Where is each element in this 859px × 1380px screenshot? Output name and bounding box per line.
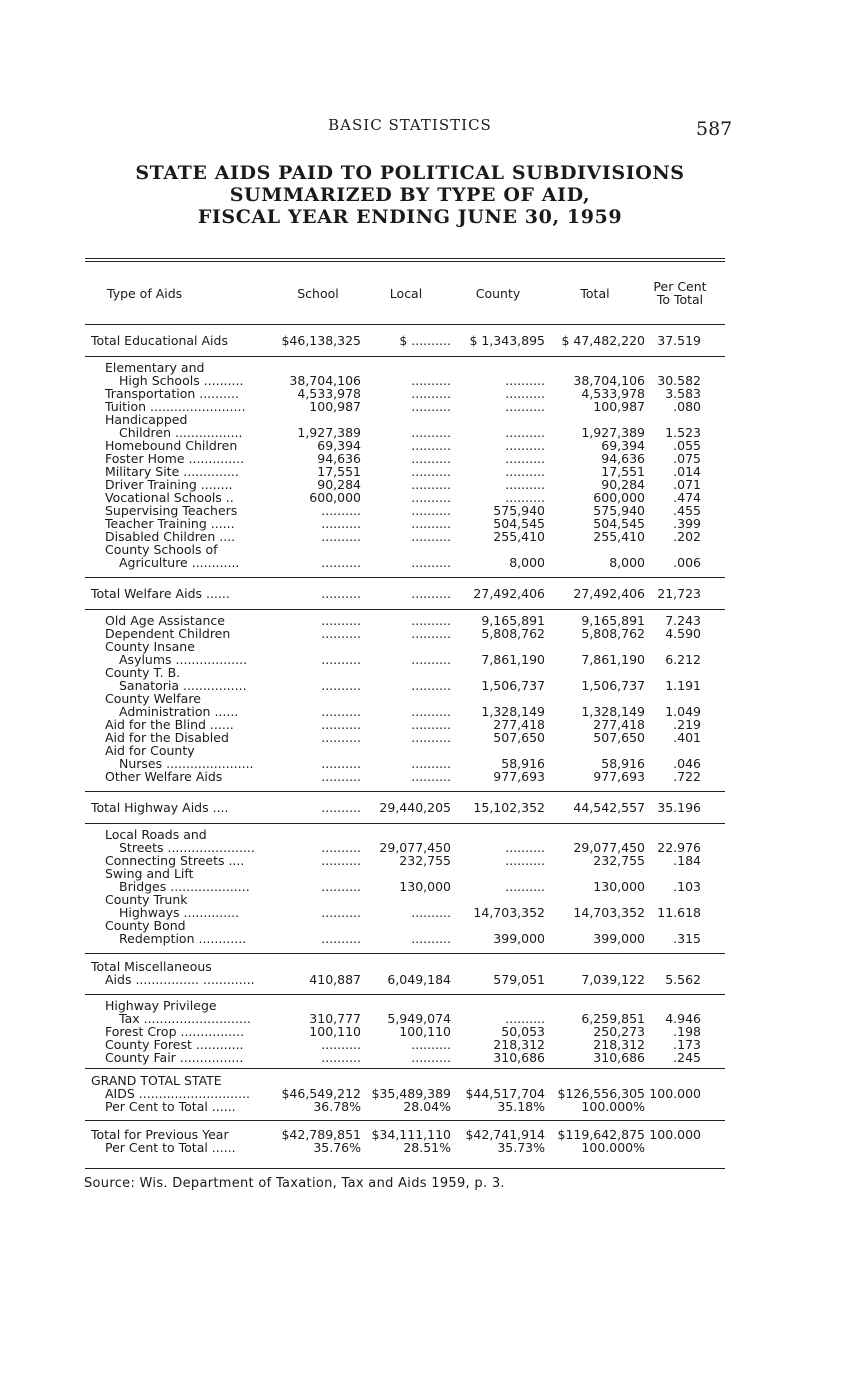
row-label: Administration ...... [119,704,239,719]
cell-local: .......... [411,451,451,466]
cell-school: .......... [321,626,361,641]
cell-school: .......... [321,503,361,518]
cell-total: $119,642,875 [557,1127,645,1142]
cell-local: 6,049,184 [387,972,451,987]
cell-percent: .103 [673,879,701,894]
cell-county: .......... [505,438,545,453]
column-header-row [85,262,725,324]
cell-county: 507,650 [493,730,545,745]
cell-county: 277,418 [493,717,545,732]
cell-local: .......... [411,555,451,570]
row-label: County Welfare [105,691,201,706]
cell-school: $46,138,325 [281,333,361,348]
row-label: Children ................. [119,425,243,440]
cell-school: .......... [321,840,361,855]
row-label: Redemption ............ [119,931,247,946]
row-label: Teacher Training ...... [105,516,235,531]
row-label: Elementary and [105,360,205,375]
cell-local: .......... [411,438,451,453]
cell-county: 504,545 [493,516,545,531]
cell-school: 600,000 [309,490,361,505]
row-label: Transportation .......... [105,386,239,401]
cell-school: .......... [321,1050,361,1065]
row-label: AIDS ............................ [105,1086,251,1101]
table-row [85,770,725,783]
cell-county: .......... [505,490,545,505]
row-label: Total Educational Aids [91,333,228,348]
col-header-total: Total [580,285,610,301]
cell-school: .......... [321,652,361,667]
cell-total: 310,686 [593,1050,645,1065]
cell-total: 100,987 [593,399,645,414]
row-label: Sanatoria ................ [119,678,247,693]
cell-percent: .075 [673,451,701,466]
cell-total: 14,703,352 [573,905,645,920]
cell-percent: .173 [673,1037,701,1052]
cell-county: 310,686 [493,1050,545,1065]
section-total-row [85,325,725,356]
row-label: Handicapped [105,412,188,427]
bottom-rule [85,1168,725,1169]
cell-local: 100,110 [399,1024,451,1039]
cell-school: .......... [321,613,361,628]
cell-percent: .202 [673,529,701,544]
cell-total: 17,551 [601,464,645,479]
grand-total-percent-row [85,1100,725,1120]
cell-percent: .080 [673,399,701,414]
cell-county: $ 1,343,895 [469,333,545,348]
table-title [60,162,760,228]
cell-school: .......... [321,905,361,920]
row-label: Swing and Lift [105,866,194,881]
aids-table [85,258,725,1169]
table-row [85,653,725,666]
cell-percent: 1.191 [665,678,701,693]
section-total-row [85,578,725,609]
col-header-percent-line2: To Total [656,292,704,307]
table-row [85,556,725,569]
cell-total: 9,165,891 [581,613,645,628]
title-line: STATE AIDS PAID TO POLITICAL SUBDIVISIONS [135,162,685,184]
cell-total: 90,284 [601,477,645,492]
cell-percent: .401 [673,730,701,745]
cell-county: 255,410 [493,529,545,544]
cell-school: 410,887 [309,972,361,987]
cell-total: 7,861,190 [581,652,645,667]
row-label: Per Cent to Total ...... [105,1140,236,1155]
cell-total: 94,636 [601,451,645,466]
row-label: Forest Crop ................ [105,1024,245,1039]
cell-county: .......... [505,853,545,868]
row-label: Aid for the Blind ...... [105,717,234,732]
row-label: County T. B. [105,665,181,680]
cell-total: 1,506,737 [581,678,645,693]
row-label: Total for Previous Year [91,1127,229,1142]
cell-school: .......... [321,800,361,815]
cell-percent: .722 [673,769,701,784]
cell-local: $ .......... [399,333,451,348]
cell-school: .......... [321,853,361,868]
cell-school: 4,533,978 [297,386,361,401]
cell-total: 600,000 [593,490,645,505]
misc-total-label-row [85,954,725,973]
cell-total: 1,328,149 [581,704,645,719]
cell-total: 575,940 [593,503,645,518]
running-head: BASIC STATISTICS [328,116,492,134]
cell-percent: .046 [673,756,701,771]
cell-total: 27,492,406 [573,586,645,601]
row-label: Per Cent to Total ...... [105,1099,236,1114]
cell-percent: 35.196 [657,800,701,815]
cell-total: 255,410 [593,529,645,544]
row-label: Highway Privilege [105,998,217,1013]
cell-county: .......... [505,386,545,401]
row-label: Foster Home .............. [105,451,245,466]
table-row [85,932,725,945]
col-header-county: County [475,285,521,301]
cell-county: 50,053 [501,1024,545,1039]
row-label: Agriculture ............ [119,555,240,570]
cell-local: 5,949,074 [387,1011,451,1026]
cell-local: .......... [411,503,451,518]
cell-county: 7,861,190 [481,652,545,667]
highway-items [85,828,725,945]
row-label: Other Welfare Aids [105,769,223,784]
cell-local: .......... [411,931,451,946]
cell-percent: 4.946 [665,1011,701,1026]
title-line: SUMMARIZED BY TYPE OF AID, [229,184,591,206]
cell-total: 277,418 [593,717,645,732]
row-label: Dependent Children [105,626,231,641]
row-label: Nurses ...................... [119,756,254,771]
source-note: Source: Wis. Department of Taxation, Tax and Aids 1959, p. 3. [84,1176,505,1191]
row-label: Streets ...................... [119,840,255,855]
cell-total: 38,704,106 [573,373,645,388]
cell-total: $126,556,305 [557,1086,645,1101]
row-label: Vocational Schools .. [105,490,234,505]
cell-percent: .315 [673,931,701,946]
page-number: 587 [696,118,733,140]
cell-local: $35,489,389 [371,1086,451,1101]
cell-percent: 11.618 [657,905,701,920]
cell-county: .......... [505,477,545,492]
educational-items [85,361,725,569]
cell-county: .......... [505,451,545,466]
row-label: Disabled Children .... [105,529,236,544]
cell-percent: .399 [673,516,701,531]
cell-local: .......... [411,678,451,693]
cell-total: 977,693 [593,769,645,784]
row-label: Supervising Teachers [105,503,238,518]
row-label: Homebound Children [105,438,238,453]
cell-local: .......... [411,586,451,601]
cell-percent: .474 [673,490,701,505]
cell-percent: 30.582 [657,373,701,388]
cell-percent: 6.212 [665,652,701,667]
welfare-items [85,614,725,783]
cell-county: 27,492,406 [473,586,545,601]
row-label: GRAND TOTAL STATE [91,1073,222,1088]
row-label: Tuition ........................ [105,399,246,414]
row-label: Connecting Streets .... [105,853,245,868]
cell-school: 94,636 [317,451,361,466]
cell-school: 310,777 [309,1011,361,1026]
cell-percent: 7.243 [665,613,701,628]
cell-total: 5,808,762 [581,626,645,641]
cell-local: .......... [411,704,451,719]
cell-total: 8,000 [609,555,645,570]
cell-county: .......... [505,879,545,894]
cell-school: 69,394 [317,438,361,453]
cell-county: 218,312 [493,1037,545,1052]
cell-total: 504,545 [593,516,645,531]
cell-total: 44,542,557 [573,800,645,815]
cell-county: .......... [505,425,545,440]
cell-total: 4,533,978 [581,386,645,401]
cell-school: .......... [321,1037,361,1052]
cell-local: .......... [411,490,451,505]
previous-year-percent-row [85,1141,725,1168]
row-label: County Trunk [105,892,188,907]
row-label: Local Roads and [105,827,207,842]
row-label: Total Highway Aids .... [91,800,229,815]
cell-percent: .014 [673,464,701,479]
row-label: County Bond [105,918,186,933]
cell-county: 15,102,352 [473,800,545,815]
cell-percent: 100.000 [649,1127,701,1142]
cell-local: .......... [411,425,451,440]
cell-school: 36.78% [313,1099,361,1114]
row-label: County Fair ................ [105,1050,244,1065]
title-line: FISCAL YEAR ENDING JUNE 30, 1959 [197,206,623,228]
row-label: High Schools .......... [119,373,244,388]
cell-county: $42,741,914 [465,1127,545,1142]
cell-local: .......... [411,386,451,401]
cell-school: .......... [321,586,361,601]
cell-school: 90,284 [317,477,361,492]
cell-local: .......... [411,399,451,414]
cell-total: 58,916 [601,756,645,771]
cell-percent: .455 [673,503,701,518]
cell-school: .......... [321,730,361,745]
section-total-row [85,973,725,994]
cell-total: 250,273 [593,1024,645,1039]
table-row [85,1051,725,1064]
row-label: Military Site .............. [105,464,239,479]
cell-total: 232,755 [593,853,645,868]
row-label: County Forest ............ [105,1037,244,1052]
cell-total: 130,000 [593,879,645,894]
cell-percent: 21,723 [657,586,701,601]
cell-local: .......... [411,373,451,388]
cell-school: .......... [321,756,361,771]
cell-school: $46,549,212 [281,1086,361,1101]
cell-school: .......... [321,769,361,784]
cell-local: .......... [411,529,451,544]
cell-local: 232,755 [399,853,451,868]
section-total-row [85,792,725,823]
cell-total: 6,259,851 [581,1011,645,1026]
cell-school: 38,704,106 [289,373,361,388]
cell-school: .......... [321,555,361,570]
cell-local: .......... [411,905,451,920]
row-label: County Schools of [105,542,218,557]
cell-local: $34,111,110 [371,1127,451,1142]
cell-percent: 22.976 [657,840,701,855]
misc-items [85,999,725,1064]
cell-local: .......... [411,613,451,628]
col-header-percent-line1: Per Cent [653,279,707,294]
cell-percent: .071 [673,477,701,492]
cell-total: 218,312 [593,1037,645,1052]
cell-total: 100.000% [581,1099,645,1114]
cell-percent: .198 [673,1024,701,1039]
cell-total: 100.000% [581,1140,645,1155]
cell-percent: .184 [673,853,701,868]
cell-county: 8,000 [509,555,545,570]
cell-county: .......... [505,840,545,855]
cell-percent: .219 [673,717,701,732]
cell-local: .......... [411,756,451,771]
row-label: Bridges .................... [119,879,250,894]
cell-county: .......... [505,399,545,414]
cell-total: 69,394 [601,438,645,453]
cell-county: $44,517,704 [465,1086,545,1101]
cell-school: 100,110 [309,1024,361,1039]
cell-percent: 1.049 [665,704,701,719]
cell-county: 14,703,352 [473,905,545,920]
col-header-local: Local [389,285,423,301]
row-label: Total Miscellaneous [91,959,212,974]
cell-county: 579,051 [493,972,545,987]
cell-total: 29,077,450 [573,840,645,855]
cell-local: 130,000 [399,879,451,894]
cell-local: 28.04% [403,1099,451,1114]
cell-county: 1,506,737 [481,678,545,693]
cell-county: 35.18% [497,1099,545,1114]
cell-percent: .055 [673,438,701,453]
row-label: Asylums .................. [119,652,248,667]
cell-local: .......... [411,477,451,492]
cell-percent: 4.590 [665,626,701,641]
row-label: Driver Training ........ [105,477,233,492]
cell-county: 9,165,891 [481,613,545,628]
cell-county: 977,693 [493,769,545,784]
cell-county: .......... [505,464,545,479]
cell-school: .......... [321,516,361,531]
cell-total: 1,927,389 [581,425,645,440]
cell-local: .......... [411,516,451,531]
cell-local: .......... [411,1050,451,1065]
col-header-school: School [297,285,339,301]
col-header-type: Type of Aids [107,285,183,301]
row-label: County Insane [105,639,195,654]
cell-school: .......... [321,529,361,544]
cell-local: .......... [411,730,451,745]
cell-local: .......... [411,464,451,479]
cell-local: .......... [411,652,451,667]
cell-county: 575,940 [493,503,545,518]
cell-county: .......... [505,1011,545,1026]
cell-county: 5,808,762 [481,626,545,641]
cell-local: .......... [411,769,451,784]
row-label: Tax ........................... [119,1011,251,1026]
row-label: Total Welfare Aids ...... [91,586,230,601]
cell-local: .......... [411,717,451,732]
cell-school: 17,551 [317,464,361,479]
row-label: Aids ................ ............. [105,972,255,987]
cell-school: 1,927,389 [297,425,361,440]
cell-total: $ 47,482,220 [561,333,645,348]
cell-total: 399,000 [593,931,645,946]
cell-school: $42,789,851 [281,1127,361,1142]
cell-local: 29,440,205 [379,800,451,815]
cell-school: .......... [321,717,361,732]
cell-county: .......... [505,373,545,388]
cell-percent: .245 [673,1050,701,1065]
cell-local: 29,077,450 [379,840,451,855]
grand-total-label-row [85,1069,725,1087]
previous-year-row [85,1121,725,1141]
cell-school: 100,987 [309,399,361,414]
row-label: Old Age Assistance [105,613,225,628]
cell-school: .......... [321,931,361,946]
cell-county: 399,000 [493,931,545,946]
cell-school: .......... [321,678,361,693]
row-label: Aid for County [105,743,195,758]
cell-percent: 1.523 [665,425,701,440]
cell-percent: .006 [673,555,701,570]
cell-percent: 3.583 [665,386,701,401]
row-label: Highways .............. [119,905,240,920]
cell-county: 35.73% [497,1140,545,1155]
col-header-percent [645,280,715,306]
cell-county: 1,328,149 [481,704,545,719]
cell-percent: 5.562 [665,972,701,987]
cell-percent: 37.519 [657,333,701,348]
cell-total: 507,650 [593,730,645,745]
cell-school: 35.76% [313,1140,361,1155]
cell-local: 28.51% [403,1140,451,1155]
cell-total: 7,039,122 [581,972,645,987]
cell-percent: 100.000 [649,1086,701,1101]
row-label: Aid for the Disabled [105,730,229,745]
cell-local: .......... [411,1037,451,1052]
cell-school: .......... [321,704,361,719]
cell-school: .......... [321,879,361,894]
cell-county: 58,916 [501,756,545,771]
cell-local: .......... [411,626,451,641]
